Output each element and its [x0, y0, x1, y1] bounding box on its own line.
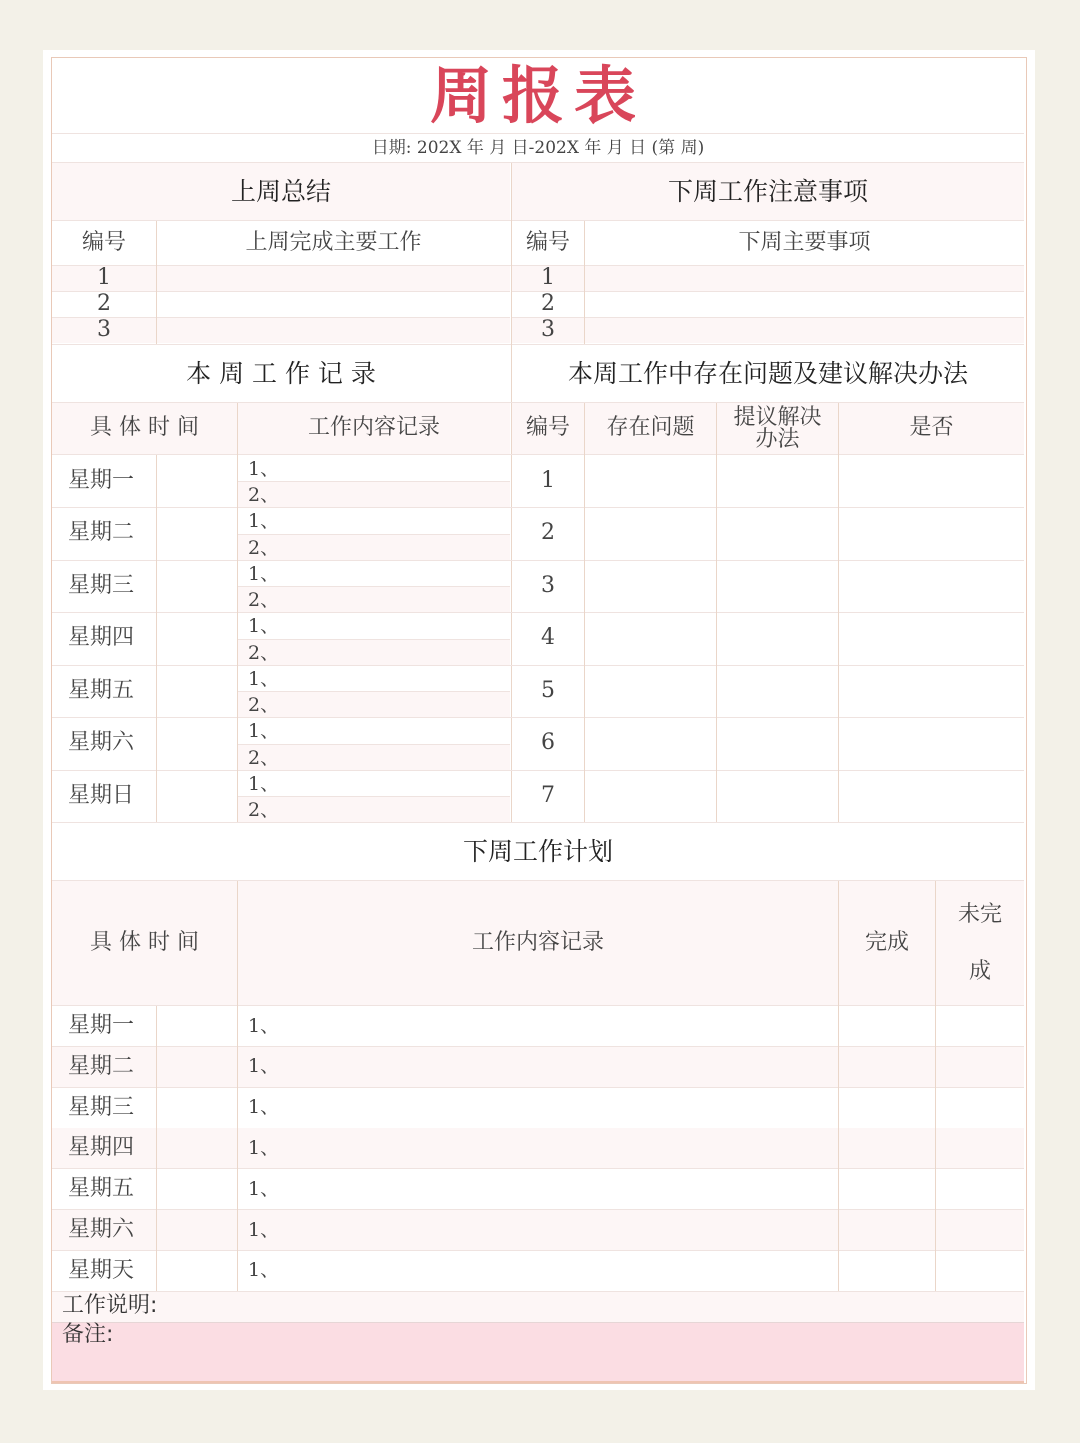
next-week-col-items: 下周主要事项 — [738, 229, 871, 255]
plan-item-input[interactable]: 1、 — [238, 1210, 838, 1250]
issue-problem-input[interactable] — [585, 665, 716, 717]
record-item-1-input[interactable]: 1、 — [248, 510, 280, 533]
record-item-1-input[interactable]: 1、 — [248, 457, 280, 480]
plan-item-input[interactable]: 1、 — [248, 1177, 280, 1200]
plan-day-label: 星期三 — [68, 1094, 135, 1120]
plan-undone-checkbox[interactable] — [936, 1128, 1024, 1168]
plan-item-input[interactable]: 1、 — [248, 1096, 280, 1119]
record-col-time: 具 体 时 间 — [52, 403, 237, 454]
work-notes-label: 工作说明: — [62, 1293, 158, 1318]
record-day-label: 星期三 — [68, 572, 135, 598]
plan-done-checkbox[interactable] — [839, 1047, 935, 1087]
plan-day-time-input[interactable] — [157, 1088, 237, 1128]
record-day-time-input[interactable] — [157, 718, 237, 770]
plan-undone-checkbox[interactable] — [936, 1169, 1024, 1209]
last-week-row-work-input[interactable] — [157, 266, 510, 291]
record-day-label: 星期六 — [68, 730, 135, 756]
plan-day-label: 星期五 — [68, 1176, 135, 1202]
last-week-row-number: 1 — [52, 266, 156, 291]
plan-day-time-input[interactable] — [157, 1251, 237, 1291]
record-item-1-input[interactable]: 1、 — [248, 667, 280, 690]
record-day-time-input[interactable] — [157, 613, 237, 665]
plan-item-input[interactable]: 1、 — [248, 1014, 280, 1037]
issue-solution-input[interactable] — [717, 665, 838, 717]
issue-row-number: 1 — [541, 467, 555, 493]
issue-yesno-input[interactable] — [839, 613, 1024, 665]
issues-heading: 本周工作中存在问题及建议解决办法 — [567, 358, 968, 388]
plan-done-checkbox[interactable] — [839, 1251, 935, 1291]
issue-row-number: 6 — [541, 730, 555, 756]
plan-day-label: 星期天 — [68, 1257, 135, 1283]
plan-done-checkbox[interactable] — [839, 1169, 935, 1209]
plan-day-time-input[interactable] — [157, 1006, 237, 1046]
plan-item-input[interactable]: 1、 — [248, 1259, 280, 1282]
last-week-row-number: 3 — [52, 318, 156, 343]
next-week-row-item-input[interactable] — [585, 266, 1024, 291]
issue-yesno-input[interactable] — [839, 665, 1024, 717]
plan-undone-checkbox[interactable] — [936, 1047, 1024, 1087]
record-item-2-input[interactable]: 2、 — [238, 535, 510, 560]
last-week-summary-heading: 上周总结 — [52, 163, 510, 220]
record-day-time-input[interactable] — [157, 508, 237, 560]
issues-col-solution: 提议解决办法 — [717, 403, 838, 454]
record-item-2-input[interactable]: 2、 — [238, 797, 510, 822]
record-day-label: 星期日 — [68, 782, 135, 808]
issue-solution-input[interactable] — [717, 613, 838, 665]
record-item-2-input[interactable]: 2、 — [238, 482, 510, 507]
issue-yesno-input[interactable] — [839, 770, 1024, 822]
next-week-row-number: 3 — [512, 318, 584, 343]
issue-problem-input[interactable] — [585, 508, 716, 560]
plan-done-checkbox[interactable] — [839, 1088, 935, 1128]
plan-done-checkbox[interactable] — [839, 1006, 935, 1046]
plan-done-checkbox[interactable] — [839, 1128, 935, 1168]
issue-yesno-input[interactable] — [839, 455, 1024, 507]
issues-col-yesno: 是否 — [839, 403, 1024, 454]
next-week-plan-heading: 下周工作计划 — [462, 836, 613, 866]
record-day-label: 星期五 — [68, 677, 135, 703]
next-week-row-item-input[interactable] — [585, 292, 1024, 317]
issue-problem-input[interactable] — [585, 455, 716, 507]
record-item-1-input[interactable]: 1、 — [248, 720, 280, 743]
record-item-2-input[interactable]: 2、 — [238, 692, 510, 717]
last-week-col-work: 上周完成主要工作 — [245, 229, 422, 255]
plan-day-label: 星期四 — [52, 1128, 156, 1168]
plan-day-time-input[interactable] — [157, 1210, 237, 1250]
issue-problem-input[interactable] — [585, 718, 716, 770]
issues-col-problem: 存在问题 — [585, 403, 716, 454]
issue-solution-input[interactable] — [717, 718, 838, 770]
plan-day-time-input[interactable] — [157, 1169, 237, 1209]
plan-col-undone: 未完成 — [936, 881, 1024, 1005]
last-week-row-work-input[interactable] — [157, 292, 510, 317]
work-notes-field[interactable] — [52, 1292, 1024, 1322]
issue-yesno-input[interactable] — [839, 560, 1024, 612]
record-item-2-input[interactable]: 2、 — [238, 745, 510, 770]
issue-solution-input[interactable] — [717, 455, 838, 507]
next-week-notes-heading: 下周工作注意事项 — [512, 163, 1024, 220]
record-day-time-input[interactable] — [157, 665, 237, 717]
record-day-label: 星期一 — [68, 467, 135, 493]
this-week-record-heading: 本 周 工 作 记 录 — [186, 358, 376, 388]
next-week-row-number: 2 — [541, 291, 555, 317]
page-title: 周报表 — [429, 58, 646, 132]
record-day-time-input[interactable] — [157, 560, 237, 612]
date-range-line: 日期: 202X 年 月 日-202X 年 月 日 (第 周) — [371, 137, 705, 158]
record-item-1-input[interactable]: 1、 — [248, 562, 280, 585]
record-item-1-input[interactable]: 1、 — [248, 772, 280, 795]
plan-undone-checkbox[interactable] — [936, 1251, 1024, 1291]
plan-done-checkbox[interactable] — [839, 1210, 935, 1250]
plan-undone-checkbox[interactable] — [936, 1088, 1024, 1128]
plan-col-done: 完成 — [839, 881, 935, 1005]
last-week-row-work-input[interactable] — [157, 318, 510, 343]
last-week-col-number: 编号 — [81, 229, 126, 255]
record-day-time-input[interactable] — [157, 455, 237, 507]
issue-problem-input[interactable] — [585, 560, 716, 612]
last-week-row-number: 2 — [97, 291, 111, 317]
plan-day-time-input[interactable] — [157, 1047, 237, 1087]
record-day-time-input[interactable] — [157, 770, 237, 822]
record-item-2-input[interactable]: 2、 — [238, 640, 510, 665]
record-item-1-input[interactable]: 1、 — [248, 615, 280, 638]
issue-row-number: 2 — [541, 520, 555, 546]
issue-row-number: 7 — [541, 782, 555, 808]
record-item-2-input[interactable]: 2、 — [238, 587, 510, 612]
issues-col-number: 编号 — [512, 403, 584, 454]
plan-day-label: 星期六 — [52, 1210, 156, 1250]
issue-problem-input[interactable] — [585, 613, 716, 665]
issue-solution-input[interactable] — [717, 770, 838, 822]
issue-solution-input[interactable] — [717, 560, 838, 612]
remarks-field[interactable] — [52, 1323, 1024, 1381]
plan-day-label: 星期一 — [68, 1012, 135, 1038]
issue-yesno-input[interactable] — [839, 718, 1024, 770]
plan-col-content: 工作内容记录 — [238, 881, 838, 1005]
plan-undone-checkbox[interactable] — [936, 1006, 1024, 1046]
next-week-row-item-input[interactable] — [585, 318, 1024, 343]
plan-day-time-input[interactable] — [157, 1128, 237, 1168]
plan-day-label: 星期二 — [52, 1047, 156, 1087]
plan-undone-checkbox[interactable] — [936, 1210, 1024, 1250]
issue-row-number: 5 — [541, 677, 555, 703]
plan-item-input[interactable]: 1、 — [238, 1128, 838, 1168]
record-day-label: 星期二 — [68, 520, 135, 546]
remarks-label: 备注: — [62, 1322, 114, 1347]
issue-problem-input[interactable] — [585, 770, 716, 822]
record-col-content: 工作内容记录 — [238, 403, 510, 454]
next-week-col-number: 编号 — [525, 229, 570, 255]
issue-yesno-input[interactable] — [839, 508, 1024, 560]
issue-row-number: 3 — [541, 572, 555, 598]
record-day-label: 星期四 — [68, 625, 135, 651]
plan-col-time: 具 体 时 间 — [52, 881, 237, 1005]
issue-row-number: 4 — [541, 625, 555, 651]
plan-item-input[interactable]: 1、 — [238, 1047, 838, 1087]
issue-solution-input[interactable] — [717, 508, 838, 560]
next-week-row-number: 1 — [512, 266, 584, 291]
